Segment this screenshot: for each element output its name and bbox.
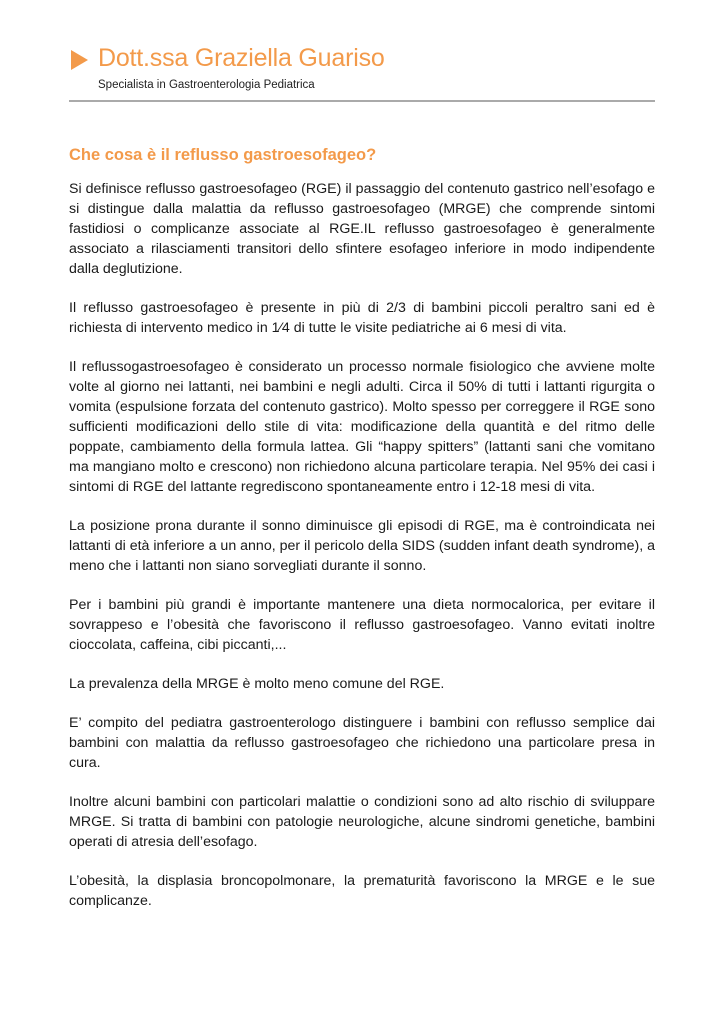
paragraph: Inoltre alcuni bambini con particolari malattie o condizioni sono ad alto rischio di sviluppare MRGE. Si tratta di bambini con patologie neurologiche, alcune sindromi genetiche, bambini operati di atresia dell’esofago. <box>69 794 655 850</box>
triangle-bullet-icon <box>71 50 88 70</box>
paragraph: E’ compito del pediatra gastroenterologo distinguere i bambini con reflusso semplice dai bambini con malattia da reflusso gastroesofageo che richiedono una particolare presa in cura. <box>69 715 655 771</box>
article-body <box>69 146 655 930</box>
specialty-subtitle: Specialista in Gastroenterologia Pediatrica <box>98 79 315 91</box>
paragraph: L’obesità, la displasia broncopolmonare, la prematurità favoriscono la MRGE e le sue complicanze. <box>69 873 655 909</box>
article-heading: Che cosa è il reflusso gastroesofageo? <box>69 146 377 164</box>
paragraph: Il reflussogastroesofageo è considerato un processo normale fisiologico che avviene molte volte al giorno nei lattanti, nei bambini e negli adulti. Circa il 50% di tutti i lattanti rigurgita o vomita (espulsione forzata del contenuto gastrico). Molto spesso per correggere il RGE sono sufficienti modificazioni dello stile di vita: modificazione della quantità e del ritmo delle poppate, cambiamento della formula lattea. Gli “happy spitters” (lattanti sani che vomitano ma mangiano molto e crescono) non richiedono alcuna particolare terapia. Nel 95% dei casi i sintomi di RGE del lattante regrediscono spontaneamente entro i 12-18 mesi di vita. <box>69 359 655 495</box>
paragraph: La prevalenza della MRGE è molto meno comune del RGE. <box>69 676 445 692</box>
paragraph: Si definisce reflusso gastroesofageo (RGE) il passaggio del contenuto gastrico nell’esofago e si distingue dalla malattia da reflusso gastroesofageo (MRGE) che comprende sintomi fastidiosi o complicanze associate al RGE.IL reflusso gastroesofageo è generalmente associato a rilasciamenti transitori dello sfintere esofageo inferiore in modo indipendente dalla deglutizione. <box>69 181 655 277</box>
doctor-name-title: Dott.ssa Graziella Guariso <box>98 44 385 72</box>
paragraph: Per i bambini più grandi è importante mantenere una dieta normocalorica, per evitare il sovrappeso e l’obesità che favoriscono il reflusso gastroesofageo. Vanno evitati inoltre cioccolata, caffeina, cibi piccanti,... <box>69 597 655 653</box>
paragraph: La posizione prona durante il sonno diminuisce gli episodi di RGE, ma è controindicata nei lattanti di età inferiore a un anno, per il pericolo della SIDS (sudden infant death syndrome), a meno che i lattanti non siano sorvegliati durante il sonno. <box>69 518 655 574</box>
paragraph: Il reflusso gastroesofageo è presente in più di 2/3 di bambini piccoli peraltro sani ed è richiesta di intervento medico in 1⁄4 di tutte le visite pediatriche ai 6 mesi di vita. <box>69 300 655 336</box>
header-divider <box>69 100 655 102</box>
